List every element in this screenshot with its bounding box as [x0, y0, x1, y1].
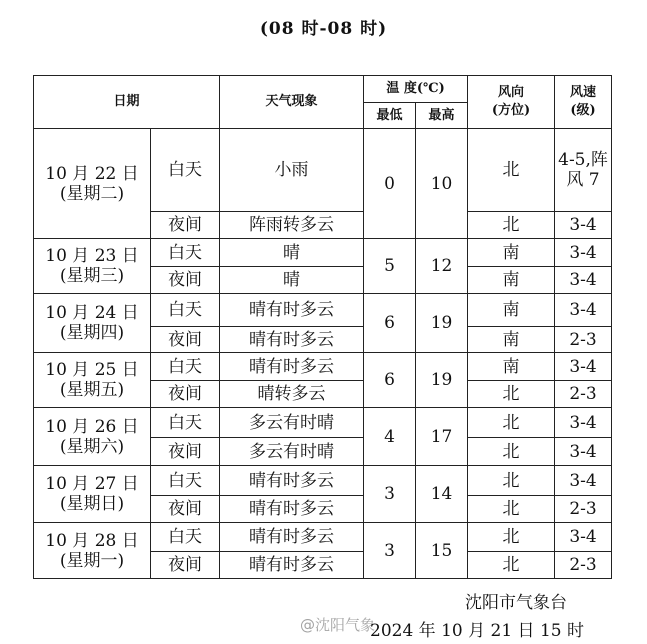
temp-low-cell: 3 — [364, 466, 416, 523]
weather-cell: 晴有时多云 — [220, 496, 364, 523]
period-label: 夜间 — [151, 327, 220, 353]
weekday-text: (星期日) — [59, 494, 125, 514]
weather-cell: 晴 — [220, 239, 364, 267]
wind-speed-cell: 4-5,阵风 7 — [555, 129, 612, 212]
header-wind-speed: 风速 (级) — [555, 76, 612, 129]
wind-speed-cell: 2-3 — [555, 552, 612, 579]
period-label: 白天 — [151, 294, 220, 327]
weather-cell: 晴有时多云 — [220, 552, 364, 579]
temp-low-cell: 3 — [364, 523, 416, 579]
weekday-text: (星期六) — [59, 436, 125, 457]
period-label: 夜间 — [151, 212, 220, 239]
weather-cell: 晴有时多云 — [220, 466, 364, 496]
date-text: 10 月 22 日 — [45, 163, 139, 184]
weekday-text: (星期五) — [59, 380, 125, 400]
wind-dir-cell: 北 — [468, 381, 555, 408]
weather-cell: 晴有时多云 — [220, 294, 364, 327]
wind-dir-cell: 北 — [468, 438, 555, 466]
period-label: 白天 — [151, 466, 220, 496]
wind-speed-cell: 3-4 — [555, 438, 612, 466]
temp-low-cell: 0 — [364, 129, 416, 239]
header-temp: 温 度(℃) — [364, 76, 468, 103]
date-text: 10 月 23 日 — [45, 246, 139, 266]
weather-cell: 阵雨转多云 — [220, 212, 364, 239]
wind-dir-cell: 南 — [468, 294, 555, 327]
period-label: 夜间 — [151, 438, 220, 466]
date-text: 10 月 24 日 — [45, 303, 139, 323]
weekday-text: (星期一) — [59, 550, 125, 571]
temp-low-cell: 6 — [364, 353, 416, 408]
date-cell — [34, 408, 151, 466]
date-cell — [34, 239, 151, 294]
wind-dir-cell: 南 — [468, 327, 555, 353]
forecast-row-day — [34, 466, 612, 496]
temp-high-cell: 15 — [416, 523, 468, 579]
weather-cell: 晴有时多云 — [220, 327, 364, 353]
date-text: 10 月 25 日 — [45, 360, 139, 380]
wind-dir-cell: 北 — [468, 523, 555, 552]
forecast-row-day — [34, 353, 612, 381]
header-wind-dir: 风向 (方位) — [468, 76, 555, 129]
forecast-row-day — [34, 408, 612, 438]
date-cell — [34, 353, 151, 408]
temp-low-cell: 4 — [364, 408, 416, 466]
wind-dir-cell: 北 — [468, 212, 555, 239]
wind-speed-cell: 3-4 — [555, 466, 612, 496]
temp-high-cell: 17 — [416, 408, 468, 466]
temp-high-cell: 19 — [416, 353, 468, 408]
temp-low-cell: 5 — [364, 239, 416, 294]
date-cell — [34, 129, 151, 239]
temp-high-cell: 12 — [416, 239, 468, 294]
weather-cell: 晴有时多云 — [220, 353, 364, 381]
temp-low-cell: 6 — [364, 294, 416, 353]
wind-speed-cell: 3-4 — [555, 267, 612, 294]
forecast-row-day — [34, 294, 612, 327]
wind-speed-cell: 3-4 — [555, 212, 612, 239]
forecast-table — [33, 75, 612, 579]
watermark: @沈阳气象 — [300, 616, 376, 634]
temp-high-cell: 10 — [416, 129, 468, 239]
weekday-text: (星期二) — [59, 183, 125, 204]
header-temp-low: 最低 — [364, 103, 416, 129]
date-cell — [34, 294, 151, 353]
page-title: (08 时-08 时) — [259, 19, 388, 39]
issue-time: 2024 年 10 月 21 日 15 时 — [370, 621, 584, 641]
period-label: 白天 — [151, 408, 220, 438]
wind-speed-cell: 3-4 — [555, 353, 612, 381]
date-cell — [34, 466, 151, 523]
weekday-text: (星期三) — [59, 266, 125, 286]
header-date: 日期 — [34, 76, 220, 129]
wind-speed-cell: 2-3 — [555, 381, 612, 408]
period-label: 白天 — [151, 239, 220, 267]
period-label: 夜间 — [151, 496, 220, 523]
date-text: 10 月 26 日 — [45, 416, 139, 437]
issuing-office: 沈阳市气象台 — [465, 593, 567, 613]
wind-dir-cell: 北 — [468, 552, 555, 579]
period-label: 夜间 — [151, 267, 220, 294]
wind-dir-cell: 北 — [468, 496, 555, 523]
wind-speed-cell: 3-4 — [555, 239, 612, 267]
weather-cell: 晴有时多云 — [220, 523, 364, 552]
wind-dir-cell: 南 — [468, 353, 555, 381]
date-text: 10 月 27 日 — [45, 474, 139, 494]
period-label: 白天 — [151, 353, 220, 381]
forecast-row-day — [34, 523, 612, 552]
weather-cell: 多云有时晴 — [220, 438, 364, 466]
period-label: 白天 — [151, 129, 220, 212]
weekday-text: (星期四) — [59, 323, 125, 343]
header-temp-high: 最高 — [416, 103, 468, 129]
period-label: 夜间 — [151, 552, 220, 579]
wind-dir-cell: 南 — [468, 267, 555, 294]
wind-dir-cell: 南 — [468, 239, 555, 267]
weather-cell: 多云有时晴 — [220, 408, 364, 438]
date-cell — [34, 523, 151, 579]
wind-dir-cell: 北 — [468, 408, 555, 438]
forecast-row-day — [34, 129, 612, 212]
period-label: 夜间 — [151, 381, 220, 408]
period-label: 白天 — [151, 523, 220, 552]
header-weather: 天气现象 — [220, 76, 364, 129]
forecast-row-day — [34, 239, 612, 267]
weather-cell: 小雨 — [220, 129, 364, 212]
date-text: 10 月 28 日 — [45, 530, 139, 551]
wind-dir-cell: 北 — [468, 466, 555, 496]
wind-speed-cell: 3-4 — [555, 523, 612, 552]
weather-cell: 晴转多云 — [220, 381, 364, 408]
wind-dir-cell: 北 — [468, 129, 555, 212]
wind-speed-cell: 2-3 — [555, 327, 612, 353]
weather-cell: 晴 — [220, 267, 364, 294]
temp-high-cell: 14 — [416, 466, 468, 523]
temp-high-cell: 19 — [416, 294, 468, 353]
wind-speed-cell: 2-3 — [555, 496, 612, 523]
wind-speed-cell: 3-4 — [555, 294, 612, 327]
wind-speed-cell: 3-4 — [555, 408, 612, 438]
